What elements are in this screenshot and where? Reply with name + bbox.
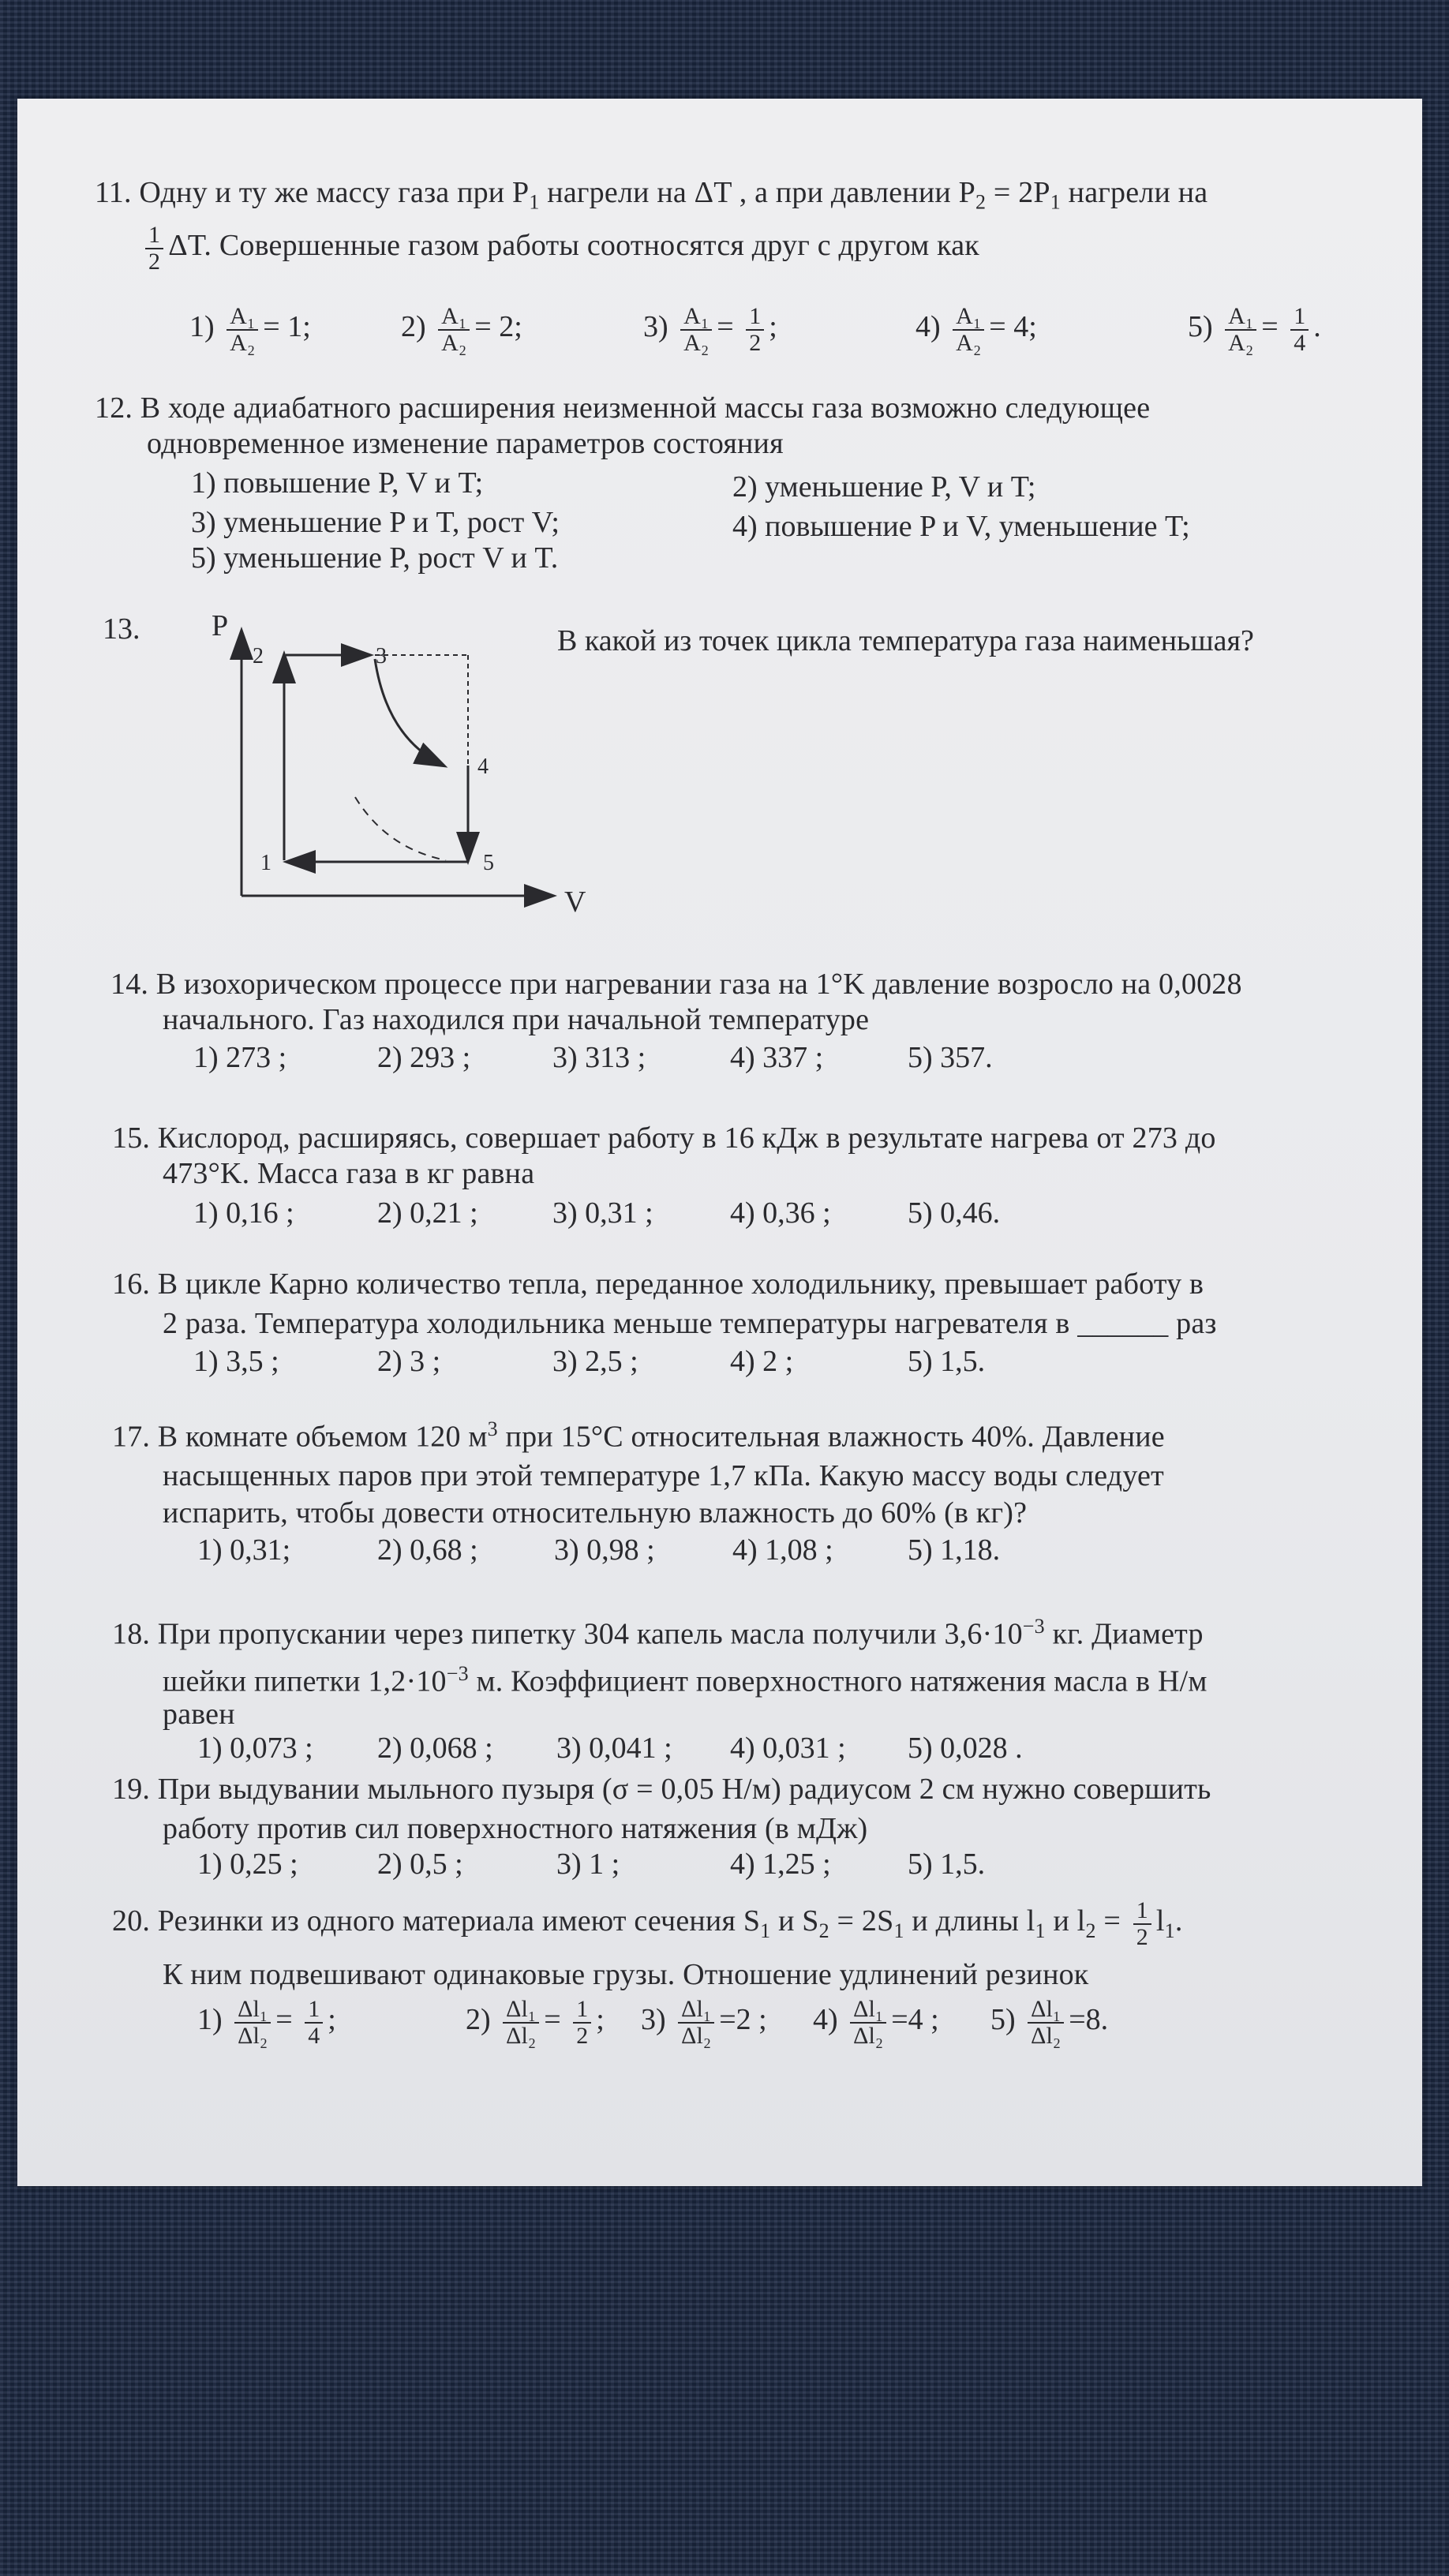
q11-line1	[95, 175, 1208, 215]
q16-option-1: 1) 3,5 ;	[193, 1345, 279, 1378]
frac-num: Δl₁	[678, 1997, 714, 2024]
point-label-1: 1	[260, 851, 271, 875]
process-3-4	[375, 659, 444, 766]
frac-den: 4	[1294, 329, 1306, 356]
q11-text-b: нагрели на ΔT , а при давлении P	[539, 176, 975, 209]
q18-line1	[112, 1614, 1204, 1653]
point-label-3: 3	[376, 644, 387, 668]
option-tail: ;	[328, 2003, 336, 2037]
q17-option-4: 4) 1,08 ;	[732, 1533, 833, 1567]
option-fraction	[503, 1997, 539, 2048]
option-value: = 1;	[263, 310, 311, 344]
q12-option-3: 3) уменьшение P и T, рост V;	[191, 506, 560, 539]
q11-text-c: = 2P	[986, 176, 1050, 209]
q20-sub: 1	[1035, 1919, 1046, 1942]
q20-line1	[112, 1898, 1183, 1949]
frac-den: 4	[308, 2022, 320, 2049]
q18-option-3: 3) 0,041 ;	[556, 1732, 672, 1765]
q18-option-2: 2) 0,068 ;	[377, 1732, 493, 1765]
q17-option-2: 2) 0,68 ;	[377, 1533, 478, 1567]
q20-line2: К ним подвешивают одинаковые грузы. Отношение удлинений резинок	[163, 1958, 1089, 1991]
frac-num: 1	[746, 304, 764, 331]
option-fraction	[850, 1997, 886, 2048]
frac-den: A₂	[230, 329, 256, 356]
dashed-isotherm	[355, 797, 446, 860]
q15-option-4: 4) 0,36 ;	[730, 1196, 831, 1230]
frac-den: A₂	[441, 329, 467, 356]
q15-option-2: 2) 0,21 ;	[377, 1196, 478, 1230]
point-label-4: 4	[477, 754, 489, 779]
q18-text-d: м. Коэффициент поверхностного натяжения масла в Н/м	[468, 1664, 1208, 1698]
q18-text-c: шейки пипетки 1,2·10	[163, 1664, 447, 1698]
q18-text-a: 18. При пропускании через пипетку 304 капель масла получили 3,6·10	[112, 1617, 1023, 1651]
option-fraction	[1225, 304, 1256, 355]
q20-sub: 2	[1085, 1919, 1096, 1942]
q14-option-5: 5) 357.	[908, 1041, 993, 1074]
frac-den: A₂	[1228, 329, 1254, 356]
q16-line1: 16. В цикле Карно количество тепла, переданное холодильнику, превышает работу в	[112, 1267, 1204, 1301]
q14-option-1: 1) 273 ;	[193, 1041, 287, 1074]
frac-num: 1	[1290, 304, 1309, 331]
point-label-2: 2	[253, 644, 264, 668]
frac-num: 1	[305, 1997, 323, 2024]
frac-num: 1	[145, 223, 163, 249]
option-result-fraction	[305, 1997, 323, 2048]
q16-option-4: 4) 2 ;	[730, 1345, 794, 1378]
option-value: =	[275, 2003, 301, 2037]
option-number: 5)	[1188, 310, 1213, 344]
pv-cycle-diagram	[212, 609, 586, 931]
option-number: 1)	[197, 2003, 223, 2037]
q18-option-1: 1) 0,073 ;	[197, 1732, 313, 1765]
q18-sup-a: −3	[1022, 1615, 1045, 1638]
frac-num: 1	[573, 1997, 591, 2024]
q20-option-4	[813, 1997, 939, 2048]
frac-den: Δl₂	[1031, 2022, 1061, 2049]
q11-half-fraction	[145, 223, 163, 274]
frac-den: Δl₂	[238, 2022, 268, 2049]
q11-option-1	[189, 304, 311, 355]
q12-option-5: 5) уменьшение P, рост V и T.	[191, 541, 559, 575]
option-fraction	[234, 1997, 271, 2048]
q19-line1: 19. При выдувании мыльного пузыря (σ = 0,05 Н/м) радиусом 2 см нужно совершить	[112, 1773, 1211, 1806]
q11-option-3	[643, 304, 777, 355]
q17-line2: насыщенных паров при этой температуре 1,7 кПа. Какую массу воды следует	[163, 1459, 1164, 1492]
frac-den: Δl₂	[853, 2022, 884, 2049]
option-fraction	[227, 304, 258, 355]
q20-option-3	[641, 1997, 767, 2048]
option-tail: .	[1313, 310, 1321, 344]
q20-half-fraction	[1133, 1898, 1151, 1949]
q20-sub: 1	[893, 1919, 904, 1942]
q14-line2: начального. Газ находился при начальной температуре	[163, 1003, 870, 1036]
q12-line1: 12. В ходе адиабатного расширения неизменной массы газа возможно следующее	[95, 391, 1151, 425]
q19-option-2: 2) 0,5 ;	[377, 1848, 463, 1881]
option-fraction	[1028, 1997, 1064, 2048]
q11-sub-a: 1	[529, 190, 540, 214]
frac-num: Δl₁	[1028, 1997, 1064, 2024]
q12-option-1: 1) повышение P, V и T;	[191, 466, 484, 500]
frac-den: Δl₂	[681, 2022, 712, 2049]
q17-sup: 3	[487, 1417, 498, 1440]
q18-option-5: 5) 0,028 .	[908, 1732, 1023, 1765]
option-fraction	[680, 304, 712, 355]
frac-num: A₁	[680, 304, 712, 331]
option-result-fraction	[1290, 304, 1309, 355]
option-value: = 4;	[989, 310, 1037, 344]
q20-text-g: l	[1155, 1904, 1165, 1938]
q11-text-d: нагрели на	[1060, 176, 1208, 209]
frac-den: 2	[1136, 1923, 1148, 1950]
point-label-5: 5	[483, 851, 494, 875]
q19-line2: работу против сил поверхностного натяжения (в мДж)	[163, 1812, 868, 1845]
frac-num: A₁	[227, 304, 258, 331]
option-number: 2)	[466, 2003, 491, 2037]
q18-option-4: 4) 0,031 ;	[730, 1732, 846, 1765]
option-value: =	[717, 310, 742, 344]
option-fraction	[953, 304, 984, 355]
q20-option-1	[197, 1997, 336, 2048]
q17-text-a: 17. В комнате объемом 120 м	[112, 1420, 488, 1454]
q20-sub: 1	[1164, 1919, 1175, 1942]
q15-line1: 15. Кислород, расширяясь, совершает работу в 16 кДж в результате нагрева от 273 до	[112, 1121, 1216, 1155]
option-result-fraction	[573, 1997, 591, 2048]
option-result-fraction	[746, 304, 764, 355]
option-number: 3)	[641, 2003, 666, 2037]
q16-option-3: 3) 2,5 ;	[552, 1345, 638, 1378]
v-axis-label: V	[564, 886, 586, 919]
option-fraction	[438, 304, 470, 355]
q16-line2: 2 раза. Температура холодильника меньше температуры нагревателя в ______ раз	[163, 1307, 1217, 1340]
q20-text-f: =	[1095, 1904, 1129, 1938]
option-number: 4)	[813, 2003, 838, 2037]
q11-sub-b: 2	[975, 190, 987, 214]
option-value: =4 ;	[891, 2003, 939, 2037]
p-axis-label: P	[212, 609, 229, 642]
q11-line2	[140, 223, 979, 274]
option-number: 3)	[643, 310, 668, 344]
option-number: 2)	[401, 310, 426, 344]
q17-line3: испарить, чтобы довести относительную влажность до 60% (в кг)?	[163, 1496, 1028, 1530]
frac-num: Δl₁	[850, 1997, 886, 2024]
q17-option-1: 1) 0,31;	[197, 1533, 291, 1567]
frac-den: A₂	[683, 329, 710, 356]
q11-text-a: 11. Одну и ту же массу газа при P	[95, 176, 530, 209]
option-value: =8.	[1069, 2003, 1109, 2037]
option-value: =2 ;	[719, 2003, 767, 2037]
q11-option-4	[915, 304, 1037, 355]
frac-num: A₁	[953, 304, 984, 331]
frac-num: Δl₁	[503, 1997, 539, 2024]
q16-option-5: 5) 1,5.	[908, 1345, 986, 1378]
q17-text-b: при 15°C относительная влажность 40%. Давление	[497, 1420, 1165, 1454]
option-value: = 2;	[474, 310, 522, 344]
option-tail: ;	[596, 2003, 605, 2037]
q19-option-3: 3) 1 ;	[556, 1848, 620, 1881]
q11-option-5	[1188, 304, 1321, 355]
option-number: 4)	[915, 310, 941, 344]
q20-text-h: .	[1174, 1904, 1183, 1938]
q11-option-2	[401, 304, 522, 355]
frac-den: 2	[148, 248, 161, 275]
q17-option-3: 3) 0,98 ;	[554, 1533, 655, 1567]
frac-num: 1	[1133, 1898, 1151, 1925]
q15-option-1: 1) 0,16 ;	[193, 1196, 294, 1230]
q19-option-4: 4) 1,25 ;	[730, 1848, 831, 1881]
q20-text-d: и длины l	[904, 1904, 1035, 1938]
q18-sup-b: −3	[446, 1662, 469, 1685]
q12-option-2: 2) уменьшение P, V и T;	[732, 470, 1036, 504]
q13-question: В какой из точек цикла температура газа наименьшая?	[557, 624, 1254, 657]
q20-text-b: и S	[770, 1904, 819, 1938]
q18-text-b: кг. Диаметр	[1044, 1617, 1204, 1651]
q20-sub: 2	[818, 1919, 829, 1942]
q20-text-e: и l	[1045, 1904, 1086, 1938]
q18-line3: равен	[163, 1698, 235, 1731]
option-number: 1)	[189, 310, 215, 344]
option-number: 5)	[990, 2003, 1016, 2037]
frac-num: A₁	[1225, 304, 1256, 331]
q16-option-2: 2) 3 ;	[377, 1345, 441, 1378]
option-value: =	[1261, 310, 1286, 344]
frac-den: Δl₂	[506, 2022, 537, 2049]
q20-option-2	[466, 1997, 605, 2048]
frac-den: A₂	[956, 329, 982, 356]
q11-sub-c: 1	[1050, 190, 1061, 214]
q20-text-c: = 2S	[829, 1904, 894, 1938]
option-fraction	[678, 1997, 714, 2048]
q14-option-4: 4) 337 ;	[730, 1041, 824, 1074]
q15-line2: 473°K. Масса газа в кг равна	[163, 1157, 535, 1190]
option-value: =	[544, 2003, 569, 2037]
q20-text-a: 20. Резинки из одного материала имеют сечения S	[112, 1904, 761, 1938]
q15-option-5: 5) 0,46.	[908, 1196, 1001, 1230]
q19-option-1: 1) 0,25 ;	[197, 1848, 298, 1881]
q14-option-2: 2) 293 ;	[377, 1041, 471, 1074]
q20-sub: 1	[760, 1919, 771, 1942]
q14-line1: 14. В изохорическом процессе при нагревании газа на 1°K давление возросло на 0,0028	[110, 968, 1242, 1001]
q12-option-4: 4) повышение P и V, уменьшение T;	[732, 510, 1190, 543]
q12-line2: одновременное изменение параметров состояния	[147, 427, 784, 460]
frac-den: 2	[576, 2022, 589, 2049]
frac-num: A₁	[438, 304, 470, 331]
frac-den: 2	[749, 329, 762, 356]
q17-option-5: 5) 1,18.	[908, 1533, 1001, 1567]
option-tail: ;	[769, 310, 777, 344]
frac-num: Δl₁	[234, 1997, 271, 2024]
q14-option-3: 3) 313 ;	[552, 1041, 646, 1074]
q18-line2	[163, 1661, 1208, 1700]
q15-option-3: 3) 0,31 ;	[552, 1196, 653, 1230]
q17-line1	[112, 1417, 1165, 1455]
q20-option-5	[990, 1997, 1108, 2048]
q11-text-e: ΔT. Совершенные газом работы соотносятся друг с другом как	[168, 229, 979, 263]
q19-option-5: 5) 1,5.	[908, 1848, 986, 1881]
q13-number: 13.	[103, 612, 140, 646]
